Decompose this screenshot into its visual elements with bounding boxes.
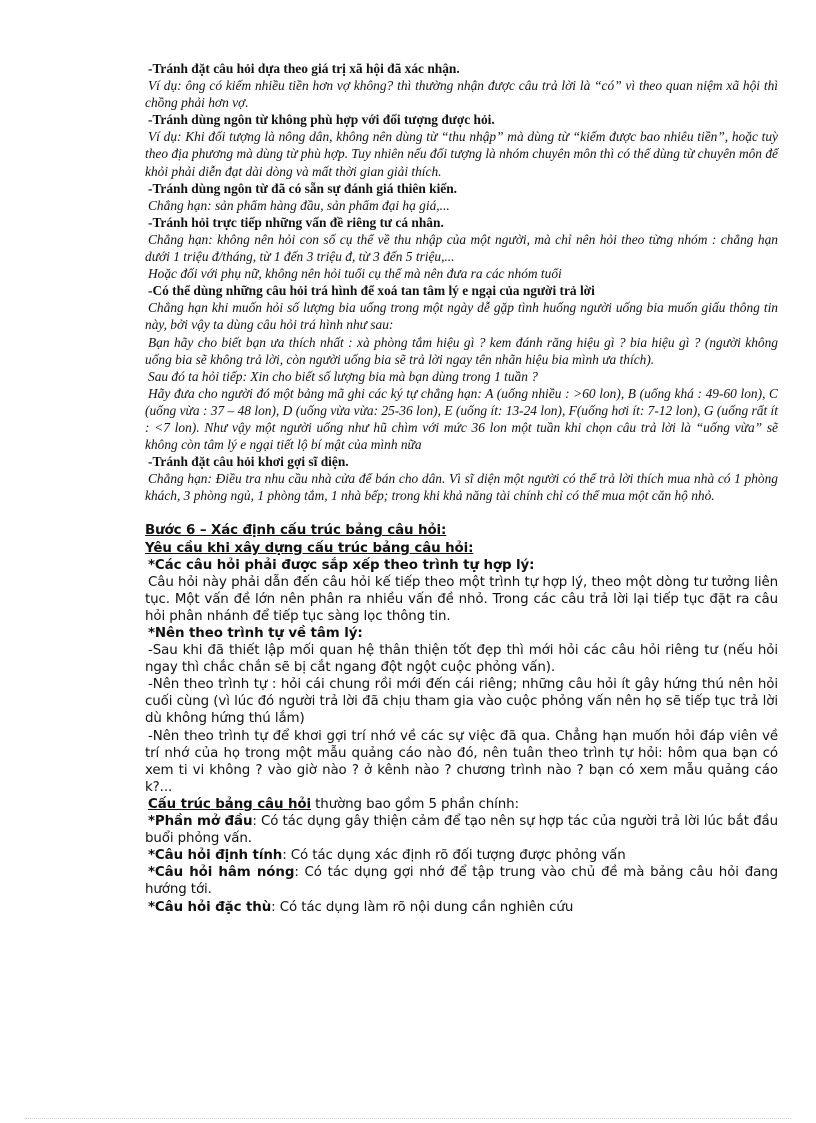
example-text: Hoặc đối với phụ nữ, không nên hỏi tuổi cụ thể mà nên đưa ra các nhóm tuổi [148, 266, 562, 282]
part-body: : Có tác dụng gợi nhớ để tập trung vào chủ đề mà bảng câu hỏi đang hướng tới. [145, 865, 778, 898]
example-text: Chẳng hạn: sản phẩm hàng đầu, sản phẩm đại hạ giá,... [148, 197, 450, 213]
rule-heading: -Tránh đặt câu hỏi khơi gợi sĩ diện. [148, 454, 349, 470]
structure-intro-text: thường bao gồm 5 phần chính: [311, 796, 519, 812]
example-text: Chẳng hạn: Điều tra nhu cầu nhà cửa để bán cho dân. Vì sĩ diện một người có thể trả lời thích mua nhà có 1 phòng khách, 3 phòng ngủ, 1 phòng tắm, 1 nhà bếp; trong khi khả năng tài chính chỉ có thể mua một căn hộ nhỏ. [145, 471, 778, 504]
structure-intro [145, 796, 778, 813]
part-heading: *Câu hỏi đặc thù [148, 899, 272, 915]
part-heading: *Câu hỏi định tính [148, 848, 283, 864]
requirement-body: -Sau khi đã thiết lập mối quan hệ thân thiện tốt đẹp thì mới hỏi các câu hỏi riêng tư (nếu hỏi ngay thì chắc chắn sẽ bị cắt ngang đột ngột cuộc phỏng vấn). [145, 643, 778, 676]
requirement-heading: *Các câu hỏi phải được sắp xếp theo trình tự hợp lý: [148, 557, 535, 573]
structure-part [145, 864, 778, 898]
section-title: Bước 6 – Xác định cấu trúc bảng câu hỏi: [145, 523, 447, 539]
page-bottom-rule [25, 1118, 791, 1119]
part-body: : Có tác dụng làm rõ nội dung cần nghiên cứu [271, 899, 574, 915]
example-text: Ví dụ: ông có kiếm nhiều tiền hơn vợ không? thì thường nhận được câu trả lời là “có” vì theo quan niệm xã hội thì chồng phải hơn vợ. [145, 78, 778, 111]
example-text: Ví dụ: Khi đối tượng là nông dân, không nên dùng từ “thu nhập” mà dùng từ “kiếm được bao nhiêu tiền”, hoặc tuỳ theo địa phương mà dùng từ phù hợp. Tuy nhiên nếu đối tượng là nhóm chuyên môn thì có thể dùng từ chuyên môn để khỏi phải diễn đạt dài dòng và mất thời gian giải thích. [145, 129, 778, 179]
part-body: : Có tác dụng gây thiện cảm để tạo nên sự hợp tác của người trả lời lúc bắt đầu buổi phỏng vấn. [145, 814, 778, 847]
requirement-body: -Nên theo trình tự : hỏi cái chung rồi mới đến cái riêng; những câu hỏi ít gây hứng thú nên hỏi cuối cùng (vì lúc đó người trả lời đã chịu tham gia vào cuộc phỏng vấn nên họ sẽ tiếp tục trả lời dù không hứng thú lắm) [145, 677, 778, 727]
rule-heading: -Tránh đặt câu hỏi dựa theo giá trị xã hội đã xác nhận. [148, 61, 460, 76]
rule-heading: -Tránh dùng ngôn từ không phù hợp với đối tượng được hỏi. [148, 112, 495, 128]
rule-heading: -Tránh dùng ngôn từ đã có sẵn sự đánh giá thiên kiến. [148, 180, 458, 196]
rule-heading: -Tránh hỏi trực tiếp những vấn đề riêng tư cá nhân. [148, 214, 444, 230]
requirement-body: -Nên theo trình tự để khơi gợi trí nhớ về các sự việc đã qua. Chẳng hạn muốn hỏi đáp viên về trí nhớ của họ trong một mẫu quảng cáo nào đó, nên tuân theo trình tự hỏi: hôm qua bạn có xem ti vi không ? vào giờ nào ? ở kênh nào ? chương trình nào ? bạn có xem mẫu quảng cáo k?... [145, 728, 778, 795]
part-heading: *Phần mở đầu [148, 814, 253, 830]
structure-part [145, 847, 778, 864]
example-text: Chẳng hạn khi muốn hỏi số lượng bia uống trong một ngày dễ gặp tình huống người uống bia muốn giấu thông tin này, bởi vậy ta dùng câu hỏi trá hình như sau: [145, 300, 778, 333]
example-text: Bạn hãy cho biết bạn ưa thích nhất : xà phòng tắm hiệu gì ? kem đánh răng hiệu gì ? bia hiệu gì ? (người không uống bia sẽ không trả lời, còn người uống bia sẽ trả lời ngay tên nhãn hiệu bia mình ưa thích). [145, 334, 778, 367]
example-text: Sau đó ta hỏi tiếp: Xin cho biết số lượng bia mà bạn dùng trong 1 tuần ? [148, 368, 538, 384]
structure-part [145, 899, 778, 916]
requirements-heading: Yêu cầu khi xây dựng cấu trúc bảng câu hỏi: [145, 540, 474, 556]
section-gap [145, 504, 778, 522]
structure-heading: Cấu trúc bảng câu hỏi [148, 796, 311, 812]
document-page [145, 60, 778, 916]
requirement-body: Câu hỏi này phải dẫn đến câu hỏi kế tiếp theo một trình tự hợp lý, theo một dòng tư tưởng liên tục. Một vấn đề lớn nên phân ra nhiều vấn đề nhỏ. Trong các câu trả lời lại tiếp tục đặt ra câu hỏi phân nhánh để tiếp tục sàng lọc thông tin. [145, 574, 778, 624]
requirement-heading: *Nên theo trình tự về tâm lý: [148, 626, 363, 641]
structure-part [145, 813, 778, 847]
example-text: Chẳng hạn: không nên hỏi con số cụ thể về thu nhập của một người, mà chỉ nên hỏi theo từng nhóm : chẳng hạn dưới 1 triệu đ/tháng, từ 1 đến 3 triệu đ, từ 3 đến 5 triệu,... [145, 231, 778, 265]
part-heading: *Câu hỏi hâm nóng [148, 865, 295, 881]
rule-heading: -Có thể dùng những câu hỏi trá hình để xoá tan tâm lý e ngại của người trả lời [148, 283, 595, 299]
example-text: Hãy đưa cho người đó một bảng mã ghi các ký tự chẳng hạn: A (uống nhiều : >60 lon), B (uống khá : 49-60 lon), C (uống vừa : 37 – 48 lon), D (uống vừa vừa: 25-36 lon), E (uống ít: 13-24 lon), F(uống hơi ít: 7-12 lon), G (uống rất ít : <7 lon). Như vậy một người uống như hũ chìm với mức 36 lon một tuần khi chọn câu trả lời là “uống vừa” sẽ không còn tâm lý e ngại tiết lộ bí mật của mình nữa [145, 385, 778, 453]
step-6-section [145, 522, 778, 915]
part-body: : Có tác dụng xác định rõ đối tượng được phỏng vấn [282, 848, 626, 864]
